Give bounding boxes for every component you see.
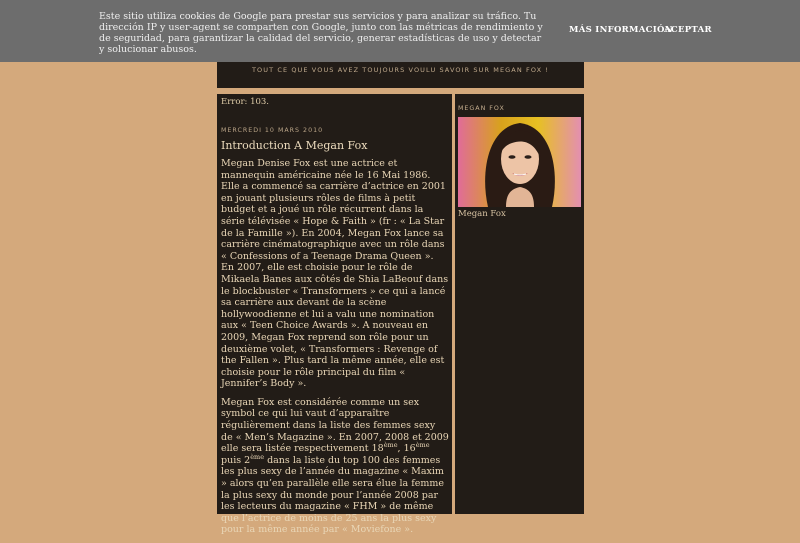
cookie-banner <box>0 0 800 62</box>
post-body <box>221 158 449 543</box>
blog-header <box>217 58 584 88</box>
post-paragraph: Megan Denise Fox est une actrice et mannequin américaine née le 16 Mai 1986. Elle a commencé sa carrière d’actrice en 2001 en jouant plusieurs rôles de films à petit budget et a joué un rôle récurrent dans la série télévisée « Hope & Faith » (fr : « La Star de la Famille »). En 2004, Megan Fox lance sa carrière cinématographique avec un rôle dans « Confessions of a Teenage Drama Queen ». En 2007, elle est choisie pour le rôle de Mikaela Banes aux côtés de Shia LaBeouf dans le blockbuster « Transformers » ce qui a lancé sa carrière aux devant de la scène hollywoodienne et lui a valu une nomination aux « Teen Choice Awards ». A nouveau en 2009, Megan Fox reprend son rôle pour un deuxième volet, « Transformers : Revenge of the Fallen ». Plus tard la même année, elle est choisie pour le rôle principal du film « Jennifer’s Body ». <box>221 158 449 390</box>
post-title[interactable]: Introduction A Megan Fox <box>221 139 368 152</box>
post-paragraph: Megan Fox est considérée comme un sex symbol ce qui lui vaut d’apparaître régulièrement dans la liste des femmes sexy de « Men’s Magazine ». En 2007, 2008 et 2009 elle sera listée respectivement 18ème, 16ème puis 2ème dans la liste du top 100 des femmes les plus sexy de l’année du magazine « Maxim » alors qu’en parallèle elle sera élue la femme la plus sexy du monde pour l’année 2008 par les lecteurs du magazine « FHM » de même que l’actrice de moins de 25 ans la plus sexy pour la même année par « Moviefone ». <box>221 396 449 536</box>
main-column <box>217 94 452 536</box>
portrait-image <box>458 117 581 207</box>
cookie-notice-text: Este sitio utiliza cookies de Google para prestar sus servicios y para analizar su tráfico. Tu dirección IP y user-agent se comparten con Google, junto con las métricas de rendimiento y de seguridad, para garantizar la calidad del servicio, generar estadísticas de uso y detectar y solucionar abusos. <box>99 11 543 55</box>
sidebar <box>455 94 584 514</box>
accept-button[interactable]: ACEPTAR <box>664 25 712 35</box>
post-date: MERCREDI 10 MARS 2010 <box>221 127 324 134</box>
photo-caption: Megan Fox <box>458 209 506 219</box>
profile-photo[interactable] <box>458 117 581 207</box>
error-message: Error: 103. <box>221 97 270 107</box>
blog-description: TOUT CE QUE VOUS AVEZ TOUJOURS VOULU SAVOIR SUR MEGAN FOX ! <box>251 66 550 74</box>
widget-title: MEGAN FOX <box>458 105 505 112</box>
more-info-button[interactable]: MÁS INFORMACIÓN <box>569 25 673 35</box>
